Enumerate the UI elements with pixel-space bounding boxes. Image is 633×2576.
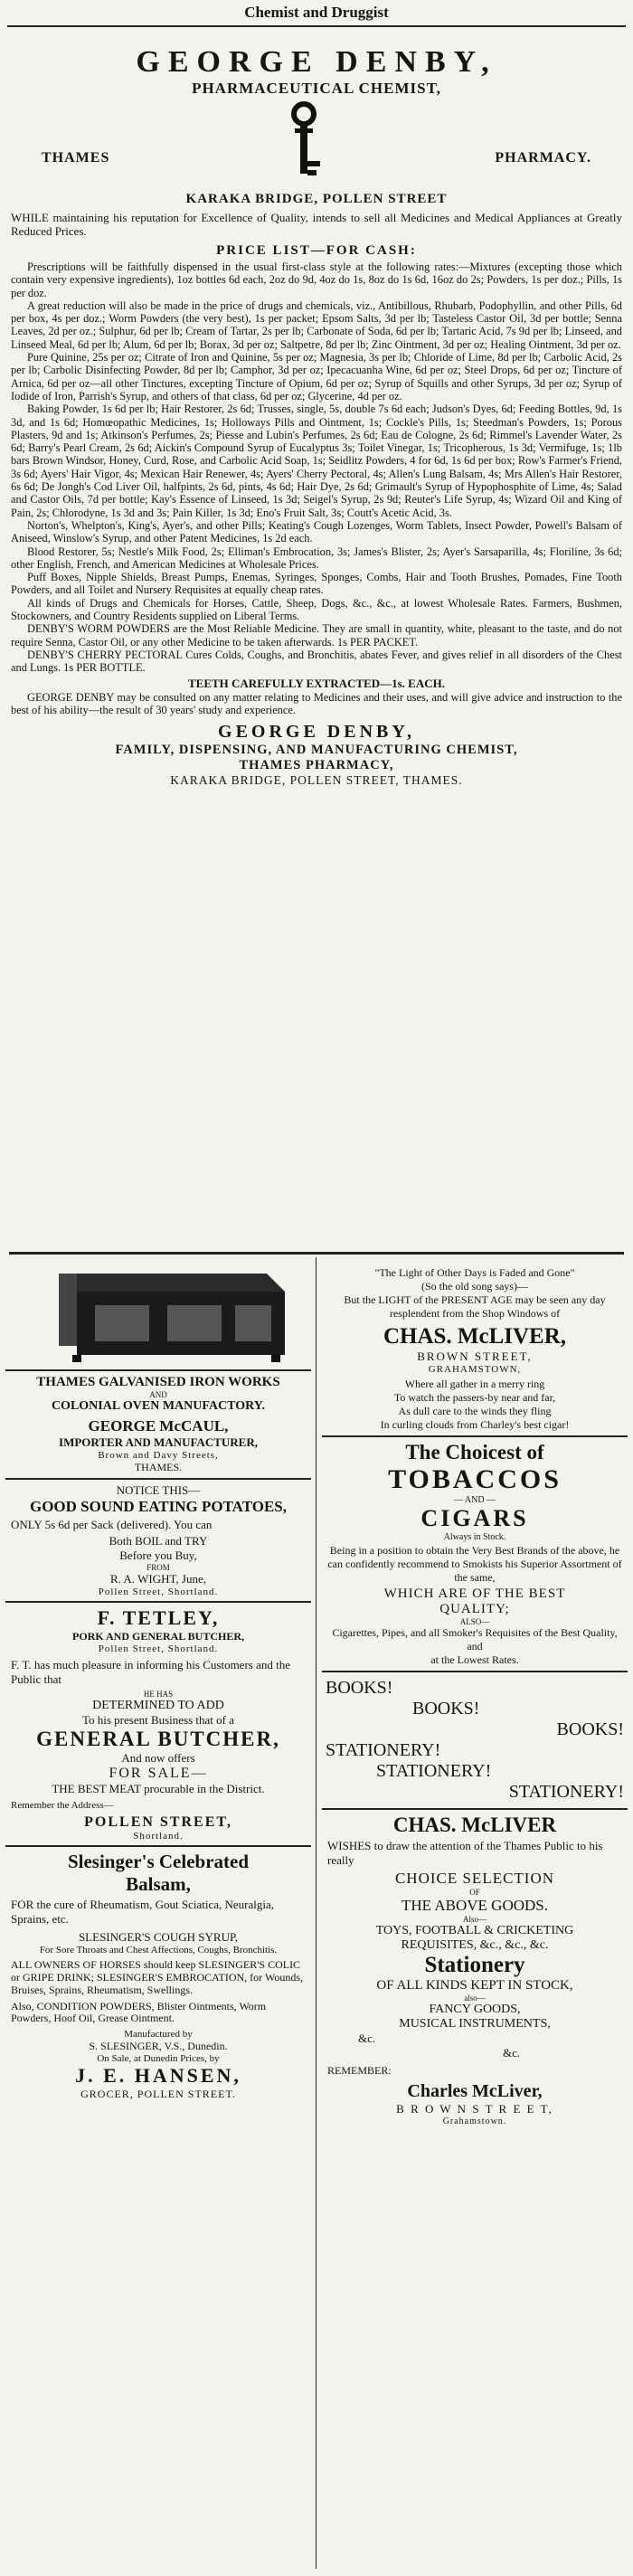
two-column-ads [5, 1257, 628, 2573]
tetley-line1: PORK AND GENERAL BUTCHER, [71, 1630, 245, 1643]
tobacco-body: Being in a position to obtain the Very Best Brands of the above, he can confidently recommend to Smokists his Superior Assortment of the same, [327, 1544, 622, 1584]
mccaul-line2: COLONIAL OVEN MANUFACTORY. [51, 1399, 266, 1413]
tetley-street: POLLEN STREET, [84, 1814, 232, 1831]
mccaul-ad [5, 1257, 311, 1480]
potatoes-line2: Both BOIL and TRY [109, 1534, 208, 1548]
denby-title: GEORGE DENBY, [136, 45, 497, 79]
mccaul-and: AND [149, 1390, 167, 1399]
tetley-he-has: HE HAS [143, 1690, 174, 1700]
denby-address: KARAKA BRIDGE, POLLEN STREET [185, 192, 448, 206]
price-paragraph: Puff Boxes, Nipple Shields, Breast Pumps, Enemas, Syringes, Sponges, Combs, Hair and Tooth Brushes, Pomades, Fine Tooth Powders, and all Toilet and Nursery Requisites at equally cheap rates. [11, 571, 622, 597]
tetley-to-present: To his present Business that of a [81, 1713, 235, 1728]
teeth-notice: TEETH CAREFULLY EXTRACTED—1s. EACH. [187, 676, 445, 690]
hansen-address: GROCER, POLLEN STREET. [80, 2088, 236, 2101]
mciver-town: GRAHAMSTOWN, [428, 1364, 522, 1375]
tobacco-also: ALSO— [459, 1617, 490, 1626]
slesinger-cough: SLESINGER'S COUGH SYRUP, [78, 1930, 239, 1945]
tobacco-and: — AND — [453, 1495, 496, 1505]
tobacco-cigars: CIGARS [420, 1505, 529, 1531]
denby-subtitle: PHARMACEUTICAL CHEMIST, [192, 80, 441, 97]
header-rule [7, 25, 626, 27]
stationery-text: STATIONERY! [508, 1782, 624, 1802]
mciver2-sig-name: Charles McLiver, [407, 2081, 543, 2101]
slesinger-mfd: Manufactured by [124, 2029, 193, 2041]
price-paragraph: Blood Restorer, 5s; Nestle's Milk Food, 2s; Elliman's Embrocation, 3s; James's Blister, 2s; Ayer's Sarsaparilla, 4s; Floriline, 3s 6d; other English, French, and American Medicines at Wholesale Prices. [11, 545, 622, 571]
mciver2-choice: CHOICE SELECTION [394, 1870, 555, 1887]
mciver2-toys: TOYS, FOOTBALL & CRICKETING [375, 1924, 574, 1937]
denby-footer-line1: FAMILY, DISPENSING, AND MANUFACTURING CHEMIST, [115, 743, 518, 758]
tetley-for-sale: FOR SALE— [109, 1766, 208, 1782]
slesinger-cough-body: For Sore Throats and Chest Affections, Coughs, Bronchitis. [39, 1945, 278, 1956]
mciver-quote2: (So the old song says)— [421, 1280, 528, 1293]
running-head: Chemist and Druggist [244, 4, 389, 21]
slesinger-headline1: Slesinger's Celebrated [67, 1851, 250, 1873]
denby-left-word: THAMES [42, 150, 110, 166]
tetley-town: Shortland. [133, 1831, 184, 1842]
mciver2-name: CHAS. McLIVER [392, 1814, 557, 1836]
mciver2-etc: &c. [358, 2031, 376, 2045]
tobacco-quality: QUALITY; [439, 1602, 510, 1616]
denby-intro: WHILE maintaining his reputation for Excellence of Quality, intends to sell all Medicines and Medical Appliances at Greatly Reduced Prices. [11, 211, 622, 238]
mciver2-fancy: FANCY GOODS, [429, 2003, 521, 2016]
mciver-quote1: "The Light of Other Days is Faded and Gone" [374, 1266, 575, 1279]
mciver-street: BROWN STREET, [417, 1350, 533, 1363]
books-text: BOOKS! [556, 1719, 624, 1739]
mciver2-body: WISHES to draw the attention of the Thames Public to his really [327, 1839, 603, 1867]
slesinger-body: FOR the cure of Rheumatism, Gout Sciatica, Neuralgia, Sprains, etc. [11, 1898, 274, 1927]
mciver2-remember: REMEMBER: [327, 2064, 392, 2077]
tobacco-heading2: TOBACCOS [388, 1464, 562, 1494]
potatoes-ad [5, 1480, 311, 1603]
potatoes-line3: Before you Buy, [119, 1548, 197, 1562]
tetley-name: F. TETLEY, [97, 1606, 220, 1629]
slesinger-mfr: S. SLESINGER, V.S., Dunedin. [89, 2040, 228, 2053]
tobacco-which: WHICH ARE OF THE BEST [383, 1586, 566, 1601]
tetley-remember: Remember the Address— [11, 1800, 114, 1812]
price-paragraph: Baking Powder, 1s 6d per lb; Hair Restorer, 2s 6d; Trusses, single, 5s, double 7s 6d each; Judson's Dyes, 6d; Feeding Bottles, 9d, 1s 3d, and 1s 6d; Homœopathic Medicines, 1s; Holloways Pills and Ointment, 1s; Cockle's Pills, 1s; Steedman's Powders, 1s; Porous Plasters, 9d and 1s; Atkinson's Perfumes, 2s; Piesse and Lubin's Perfumes, 2s 6d; Eau de Cologne, 2s 6d; Rimmel's Lavender Water, 2s 6d; Barry's Pearl Cream, 2s 6d; Aickin's Compound Syrup of Eucalyptus 3s; Toilet Vinegar, 1s; Tricopherous, 1s 3d; Vermifuge, 1s; 1lb bars Brown Windsor, Honey, Curd, Rose, and Carbolic Acid Soap, 1s; Seidlitz Powders, 4 for 6d, 1s 6d per box; Row's Farmer's Friend, 3s 6d; Ayers' Hair Vigor, 4s; Mexican Hair Renewer, 4s; Ayers' Cherry Pectoral, 4s; Allen's Lung Balsam, 4s; Mrs Allen's Hair Restorer, 6s 6d; De Jongh's Cod Liver Oil, halfpints, 2s 6d, pints, 4s 6d; Hair Dye, 2s 6d; Grimault's Syrup of Hypophosphite of Lime, 4s; Salad and Castor Oils, 7d per bottle; Kay's Essence of Linseed, 1s 3d; Seigel's Syrup, 2s 9d; Reuter's Life Syrup, 4s; Wizard Oil and King of Pain, 2s; Chlorodyne, 1s 3d and 3s; Pain Killer, 1s 3d; Eno's Fruit Salt, 3s; Coutt's Acetic Acid, 3s. [11, 402, 622, 519]
mciver-verse: In curling clouds from Charley's best cigar! [380, 1418, 570, 1431]
section-rule [9, 1252, 624, 1255]
mccaul-title: THAMES GALVANISED IRON WORKS [5, 1369, 311, 1390]
right-column [322, 1257, 628, 2130]
slesinger-on-sale: On Sale, at Dunedin Prices, by [97, 2053, 220, 2065]
potatoes-notice: NOTICE THIS— [116, 1483, 201, 1497]
mciver-verse: As dull care to the winds they fling [398, 1405, 552, 1417]
mccaul-name: GEORGE McCAUL, [88, 1417, 229, 1435]
denby-footer-line3: KARAKA BRIDGE, POLLEN STREET, THAMES. [170, 773, 463, 788]
books-ad [322, 1672, 628, 1810]
tetley-general: GENERAL BUTCHER, [36, 1728, 280, 1751]
tetley-determined: DETERMINED TO ADD [92, 1699, 224, 1713]
tetley-best-meat: THE BEST MEAT procurable in the District. [52, 1782, 265, 1796]
potatoes-address: Pollen Street, Shortland. [98, 1586, 219, 1597]
denby-price-list [11, 260, 622, 675]
stationery-text: STATIONERY! [376, 1761, 492, 1781]
slesinger-headline2: Balsam, [126, 1873, 191, 1896]
mciver-body: But the LIGHT of the PRESENT AGE may be seen any day resplendent from the Shop Windows of [344, 1293, 606, 1320]
key-row [5, 98, 628, 188]
books-text: BOOKS! [412, 1699, 480, 1719]
mciver2-musical: MUSICAL INSTRUMENTS, [399, 2017, 551, 2031]
tetley-body: F. T. has much pleasure in informing his Customers and the Public that [11, 1658, 290, 1686]
mciver2-etc: &c. [503, 2046, 521, 2060]
mccaul-line5: THAMES. [134, 1461, 183, 1473]
tobacco-lowest: at the Lowest Rates. [430, 1653, 519, 1666]
mciver2-also2: also— [464, 1994, 486, 2003]
price-paragraph: Pure Quinine, 25s per oz; Citrate of Iron and Quinine, 5s per oz; Magnesia, 3s per lb; Chloride of Lime, 8d per lb; Carbolic Acid, 2s per lb; Carbolic Disinfecting Powder, 8d per lb; Camphor, 3d per oz; Ipecacuanha Wine, 6d per oz; Steel Drops, 6d per oz; Tincture of Arnica, 6d per oz—all other Tinctures, excepting Tincture of Opium, 6d per oz; Syrup of Squills and other Syrups, 3d per oz; Syrup of Iodide of Iron, Parrish's Syrup, and others of that class, 6d per oz; Glycerine, 4d per oz. [11, 351, 622, 402]
tobacco-always: Always in Stock. [443, 1532, 506, 1542]
mciver2-goods: THE ABOVE GOODS. [402, 1897, 548, 1914]
hansen-name: J. E. HANSEN, [75, 2064, 241, 2088]
potatoes-headline: GOOD SOUND EATING POTATOES, [29, 1498, 287, 1515]
price-paragraph: Norton's, Whelpton's, King's, Ayer's, and other Pills; Keating's Cough Lozenges, Worm Tablets, Insect Powder, Powell's Balsam of Aniseed, Winslow's Syrup, and other Patent Medicines, 1s 2d each. [11, 518, 622, 545]
slesinger-ad [5, 1847, 311, 2105]
slesinger-horses: ALL OWNERS OF HORSES should keep SLESINGER'S COLIC or GRIPE DRINK; SLESINGER'S EMBROCATION, for Wounds, Bruises, Sprains, Rheumatism, Swellings. [11, 1958, 303, 1996]
price-paragraph: A great reduction will also be made in the price of drugs and chemicals, viz., Antibillous, Rhubarb, Podophyllin, and other Pills, 6d per box, 4s per doz.; Worm Powders (the very best), 1s per packet; Epsom Salts, 3d per lb; Tasteless Castor Oil, 3d per bottle; Senna Leaves, 2d per oz.; Sulphur, 6d per lb; Cream of Tartar, 2s per lb; Carbonate of Soda, 6d per lb; Tartaric Acid, 7s 9d per lb; Linseed, and Linseed Meal, 6d per lb; Alum, 6d per lb; Borax, 3d per oz; Saltpetre, 8d per lb; Zinc Ointment, 3d per oz; Healing Ointment, 3d per oz. [11, 298, 622, 351]
tobacco-body2: Cigarettes, Pipes, and all Smoker's Requisites of the Best Quality, and [332, 1626, 618, 1653]
potatoes-body: ONLY 5s 6d per Sack (delivered). You can [11, 1518, 213, 1531]
left-column [5, 1257, 311, 2105]
books-text: BOOKS! [326, 1678, 393, 1698]
mciver2-stationery: Stationery [424, 1953, 525, 1977]
price-paragraph: DENBY'S WORM POWDERS are the Most Reliable Medicine. They are small in quantity, white, pleasant to the taste, and do not require Senna, Castor Oil, or any other Medicine to be taken afterwards. 1s PER PACKET. [11, 622, 622, 649]
mciver-goods-ad [322, 1810, 628, 2130]
slesinger-also: Also, CONDITION POWDERS, Blister Ointments, Worm Powders, Hoof Oil, Grease Ointment. [11, 1999, 267, 2025]
tetley-and-now: And now offers [121, 1751, 195, 1766]
price-paragraph: DENBY'S CHERRY PECTORAL Cures Colds, Coughs, and Bronchitis, abates Fever, and gives relief in all disorders of the Chest and Lungs. 1s PER BOTTLE. [11, 648, 622, 675]
tetley-line2: Pollen Street, Shortland. [98, 1643, 219, 1654]
mccaul-line4: Brown and Davy Streets, [98, 1450, 219, 1461]
mciver-name: CHAS. McLIVER, [383, 1324, 567, 1349]
mciver-light-ad [322, 1257, 628, 1437]
tetley-ad [5, 1603, 311, 1847]
mccaul-line3: IMPORTER AND MANUFACTURER, [59, 1435, 258, 1449]
tobacco-heading1: The Choicest of [405, 1441, 544, 1463]
mciver2-req: REQUISITES, &c., &c., &c. [401, 1938, 549, 1952]
mciver2-sig-town: Grahamstown. [442, 2117, 507, 2126]
mciver-verse: Where all gather in a merry ring [404, 1378, 545, 1390]
denby-footer-line2: THAMES PHARMACY, [239, 758, 394, 773]
denby-closing [11, 691, 622, 717]
mciver-verse: To watch the passers-by near and far, [393, 1391, 556, 1404]
potatoes-name: R. A. WIGHT, June, [109, 1572, 207, 1586]
denby-right-word: PHARMACY. [495, 150, 591, 166]
mciver2-also1: Also— [462, 1915, 487, 1924]
price-paragraph: All kinds of Drugs and Chemicals for Horses, Cattle, Sheep, Dogs, &c., &c., at lowest Wholesale Rates. Farmers, Bushmen, Stockowners, and Country Residents supplied on Liberal Terms. [11, 596, 622, 623]
denby-footer-name: GEORGE DENBY, [218, 722, 415, 743]
mciver2-sig-street: B R O W N S T R E E T, [396, 2102, 553, 2116]
tobacco-ad [322, 1437, 628, 1672]
key-icon [277, 101, 331, 192]
mciver2-of: OF [469, 1888, 480, 1897]
price-paragraph: Prescriptions will be faithfully dispensed in the usual first-class style at the following rates:—Mixtures (excepting those which contain very expensive ingredients), 1oz bottles 6d each, 2oz do 9d, 4oz do 1s, 8oz do 1s 6d, 16oz do 2s; Powders, 1s per doz.; Pills, 1s per doz. [11, 260, 622, 299]
closing-text: GEORGE DENBY may be consulted on any matter relating to Medicines and their uses, and will give advice and instruction to the best of his ability—the result of 30 years' study and experience. [11, 690, 622, 716]
denby-advertisement [5, 45, 628, 788]
potatoes-from: FROM [146, 1563, 170, 1572]
mciver2-all-kinds: OF ALL KINDS KEPT IN STOCK, [376, 1978, 573, 1993]
stationery-text: STATIONERY! [326, 1740, 441, 1760]
oven-icon [23, 1264, 294, 1364]
price-list-heading: PRICE LIST—FOR CASH: [216, 243, 417, 258]
